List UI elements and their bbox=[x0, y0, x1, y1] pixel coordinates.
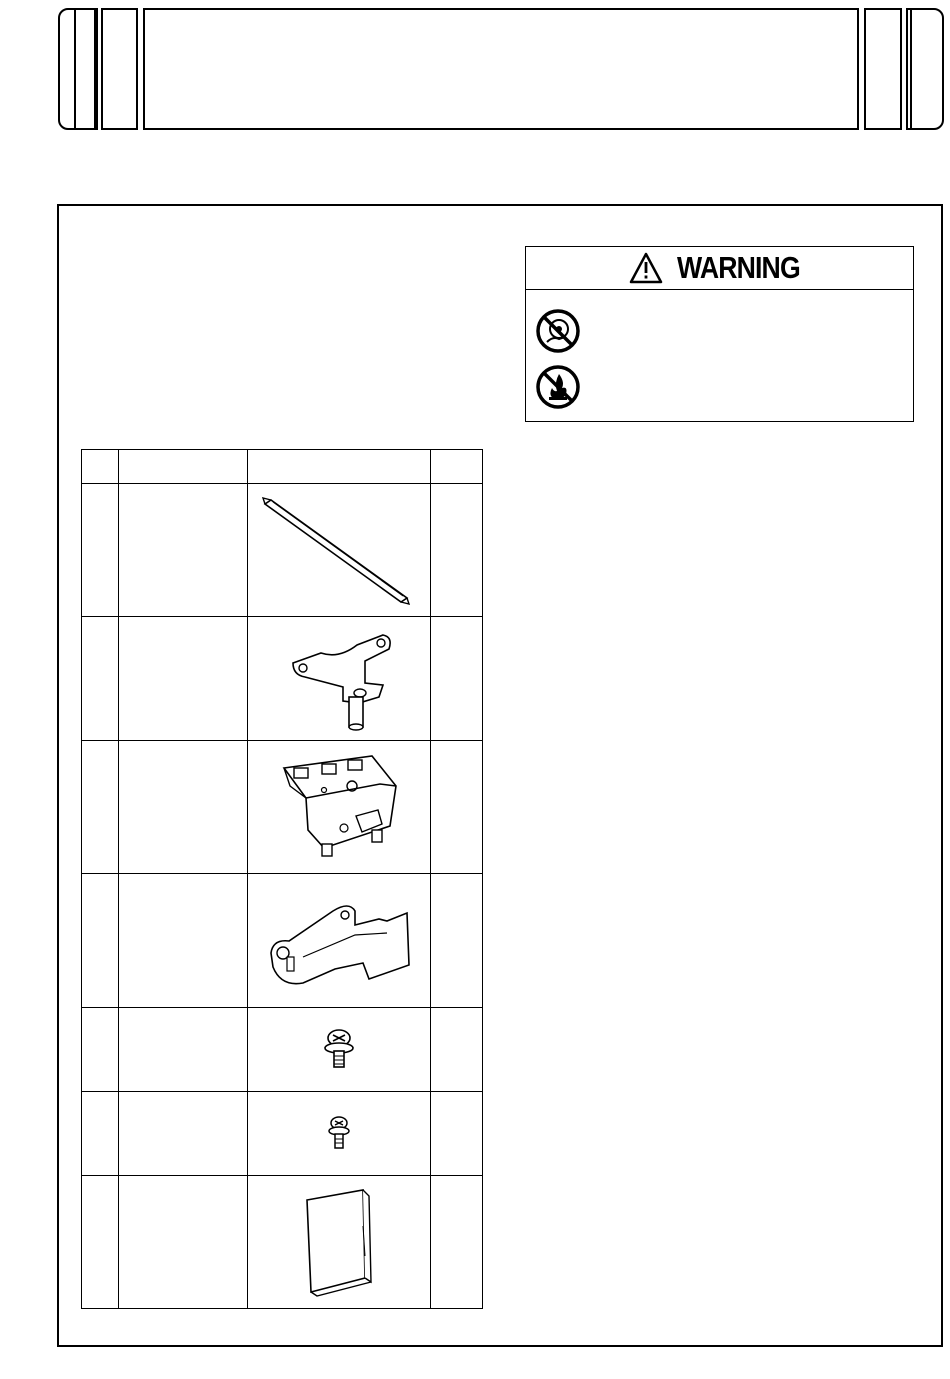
shaft-bracket-icon bbox=[279, 623, 399, 735]
table-row bbox=[82, 1007, 483, 1091]
bent-bracket-icon bbox=[259, 883, 419, 999]
header-tab-right-1 bbox=[864, 8, 902, 130]
page-title-box bbox=[143, 8, 859, 130]
warning-header bbox=[526, 247, 913, 290]
warning-triangle-icon bbox=[629, 252, 663, 284]
warning-box bbox=[525, 246, 914, 422]
header-tab-left-2 bbox=[74, 8, 96, 130]
no-disassembly-icon bbox=[535, 308, 581, 354]
table-row bbox=[82, 617, 483, 741]
screw-small-icon bbox=[323, 1113, 355, 1153]
parts-table bbox=[81, 449, 483, 1309]
screw-large-icon bbox=[319, 1026, 359, 1072]
table-row bbox=[82, 741, 483, 874]
column-header-qty bbox=[431, 450, 483, 484]
no-fire-icon bbox=[535, 364, 581, 410]
column-header-no bbox=[82, 450, 119, 484]
header-tab-left-3 bbox=[101, 8, 138, 130]
table-row bbox=[82, 1175, 483, 1308]
table-row bbox=[82, 874, 483, 1007]
table-header-row bbox=[82, 450, 483, 484]
booklet-icon bbox=[299, 1186, 379, 1298]
table-row bbox=[82, 1091, 483, 1175]
table-row bbox=[82, 484, 483, 617]
column-header-shape bbox=[248, 450, 431, 484]
guide-rail-icon bbox=[251, 490, 427, 610]
column-header-name bbox=[118, 450, 247, 484]
header-tab-right-3 bbox=[910, 8, 944, 130]
mounting-plate-icon bbox=[264, 746, 414, 868]
warning-title: WARNING bbox=[677, 250, 800, 285]
